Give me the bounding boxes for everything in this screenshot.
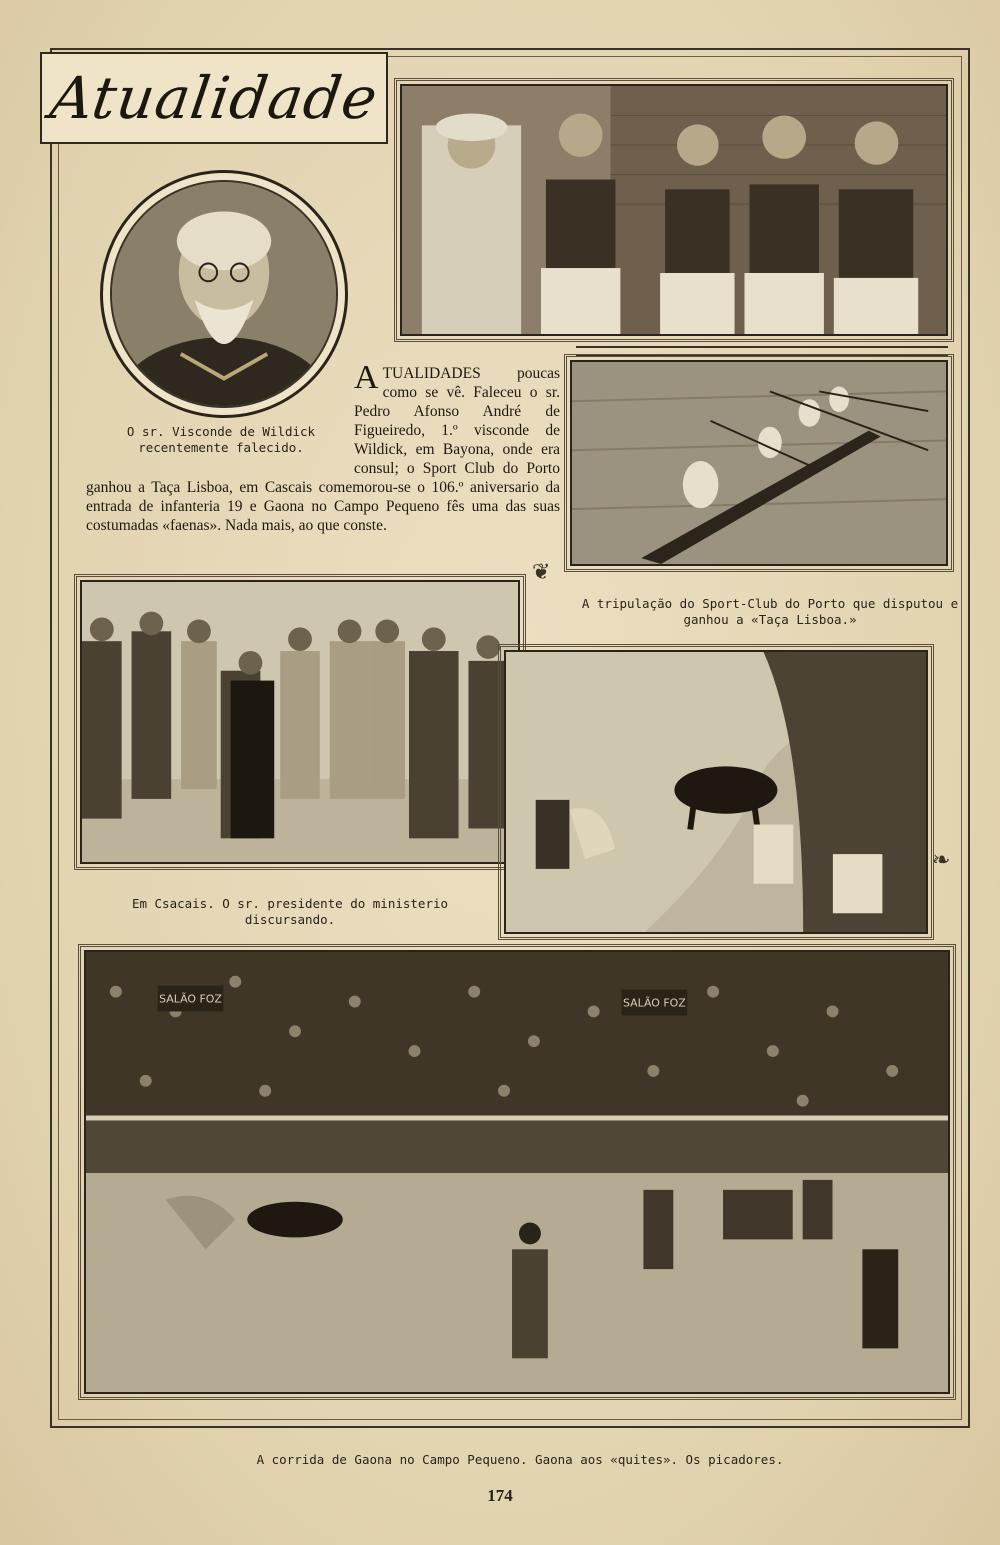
section-title: Atualidade — [46, 64, 382, 132]
cascais-ceremony-image — [82, 582, 518, 862]
section-title-box — [40, 52, 388, 144]
bullfight-quite-image — [506, 652, 926, 932]
rowing-boat-image — [572, 362, 946, 564]
salao-foz-sign-left: SALÃO FOZ — [159, 992, 222, 1006]
bullring-panorama-photo — [84, 950, 950, 1394]
bullfight-quite-photo — [504, 650, 928, 934]
floral-ornament: ❦ — [532, 560, 551, 585]
article-body — [86, 359, 560, 535]
rowers-team-image — [402, 86, 946, 334]
rowing-caption: A tripulação do Sport-Club do Porto que disputou e ganhou a «Taça Lisboa.» — [581, 596, 959, 627]
rowing-boat-photo — [570, 360, 948, 566]
scroll-ornament: ❧ — [932, 848, 951, 873]
article-dropcap: A — [354, 359, 379, 396]
portrait-caption: O sr. Visconde de Wildick recentemente falecido. — [126, 424, 316, 455]
salao-foz-sign-right: SALÃO FOZ — [623, 996, 686, 1010]
cascais-ceremony-photo — [80, 580, 520, 864]
rowers-team-photo — [400, 84, 948, 336]
article-text: TUALIDADES poucas como se vê. Faleceu o sr. Pedro Afonso André de Figueiredo, 1.º visconde de Wildick, em Bayona, onde era consul; o Sport Club do Porto ganhou a Taça Lisboa, em Cascais comemorou-se o 106.º aniversario da entrada de infanteria 19 e Gaona no Campo Pequeno fês uma das suas costumadas «faenas». Nada mais, ao que conste. — [86, 365, 560, 534]
text-float-spacer — [86, 364, 354, 478]
page-number: 174 — [487, 1486, 513, 1505]
bullring-panorama-image — [86, 952, 948, 1392]
decorative-rule — [576, 346, 948, 356]
bullring-caption: A corrida de Gaona no Campo Pequeno. Gaona aos «quites». Os picadores. — [256, 1452, 784, 1467]
cascais-caption: Em Csacais. O sr. presidente do ministerio discursando. — [131, 896, 449, 927]
